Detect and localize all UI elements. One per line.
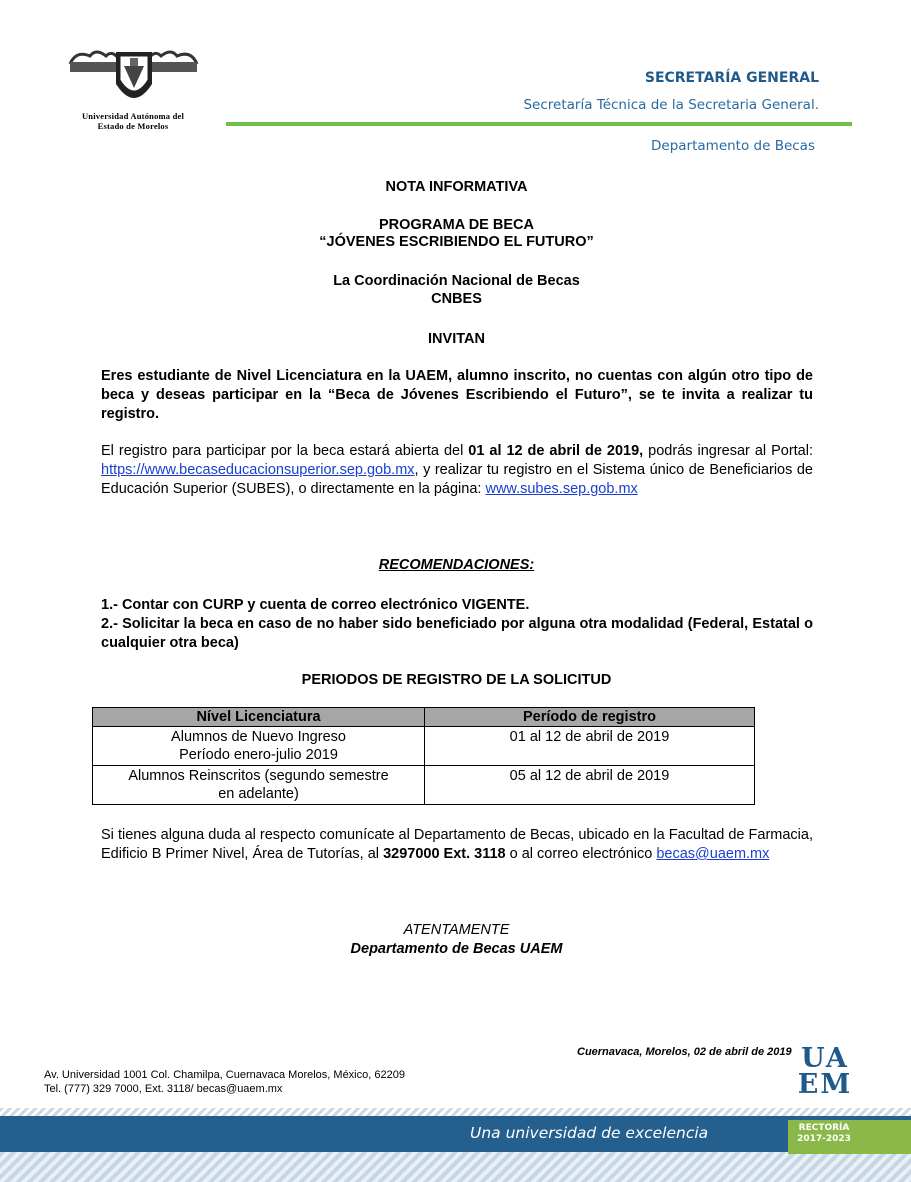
- subes-link[interactable]: www.subes.sep.gob.mx: [485, 481, 638, 497]
- contacto-text2: o al correo electrónico: [505, 846, 657, 862]
- atentamente-label: ATENTAMENTE: [403, 922, 510, 938]
- intro-paragraph: Eres estudiante de Nivel Licenciatura en la UAEM, alumno inscrito, no cuentas con algún otro tipo de beca y deseas participar en la “Beca de Jóvenes Escribiendo el Futuro”, se te invita a realizar tu registro.: [101, 368, 813, 422]
- firma-departamento: Departamento de Becas UAEM: [350, 941, 563, 957]
- table-row: [93, 766, 755, 805]
- nivel-line1: Alumnos de Nuevo Ingreso: [171, 729, 346, 745]
- periodo-cell: 01 al 12 de abril de 2019: [425, 727, 755, 766]
- rectoria-title: RECTORÍA: [798, 1123, 850, 1133]
- cnbes-title: CNBES: [431, 291, 482, 307]
- recomendacion-item-1: 1.- Contar con CURP y cuenta de correo electrónico VIGENTE.: [101, 597, 530, 613]
- address-line2: Tel. (777) 329 7000, Ext. 3118/ becas@uaem.mx: [44, 1083, 283, 1095]
- crest-icon: [66, 46, 201, 112]
- footer-address: [44, 1068, 405, 1096]
- table-row: [93, 727, 755, 766]
- university-name-line1: Universidad Autónoma del: [81, 111, 185, 121]
- university-name-line2: Estado de Morelos: [97, 121, 169, 131]
- recomendacion-item-2: 2.- Solicitar la beca en caso de no haber sido beneficiado por alguna otra modalidad (Federal, Estatal o cualquier otra beca): [101, 616, 813, 651]
- university-name: [58, 111, 208, 131]
- email-link[interactable]: becas@uaem.mx: [656, 846, 770, 862]
- registro-dates: 01 al 12 de abril de 2019,: [468, 443, 644, 459]
- uaem-logo-bottom: EM: [797, 1069, 853, 1100]
- registro-text1: El registro para participar por la beca estará abierta del: [101, 443, 469, 459]
- beca-name-title: “JÓVENES ESCRIBIENDO EL FUTURO”: [319, 234, 594, 250]
- departamento-label: Departamento de Becas: [651, 138, 815, 154]
- rectoria-label: [790, 1123, 858, 1145]
- nivel-cell: [93, 766, 425, 805]
- secretaria-general-heading: SECRETARÍA GENERAL: [644, 70, 819, 86]
- footer-blue-band: [0, 1116, 911, 1152]
- uaem-logo: [794, 1043, 856, 1100]
- programa-title: PROGRAMA DE BECA: [379, 217, 534, 233]
- secretaria-tecnica-subheading: Secretaría Técnica de la Secretaria General.: [523, 97, 819, 113]
- periodos-table: [92, 707, 755, 805]
- invitan-title: INVITAN: [428, 331, 485, 347]
- uaem-logo-top: UA: [801, 1043, 849, 1074]
- slogan-text: Una universidad de excelencia: [470, 1124, 709, 1142]
- nivel-line1: Alumnos Reinscritos (segundo semestre: [128, 768, 389, 784]
- coordinacion-title: La Coordinación Nacional de Becas: [333, 273, 580, 289]
- registro-text2: podrás ingresar al Portal:: [643, 443, 813, 459]
- registro-paragraph: [101, 442, 813, 499]
- column-header-nivel: Nível Licenciatura: [93, 708, 425, 727]
- nivel-line2: Período enero-julio 2019: [179, 747, 338, 763]
- nivel-cell: [93, 727, 425, 766]
- footer-stripe-bottom: [0, 1152, 911, 1182]
- contacto-text1: Si tienes alguna duda al respecto comunícate al Departamento de Becas, ubicado en la Facultad de Farmacia, Edificio B Primer Nivel, Área de Tutorías, al: [101, 827, 813, 862]
- address-line1: Av. Universidad 1001 Col. Chamilpa, Cuernavaca Morelos, México, 62209: [44, 1069, 405, 1081]
- portal-link[interactable]: https://www.becaseducacionsuperior.sep.gob.mx: [101, 462, 415, 478]
- column-header-periodo: Período de registro: [425, 708, 755, 727]
- document-date: Cuernavaca, Morelos, 02 de abril de 2019: [577, 1046, 792, 1058]
- contacto-phone: 3297000 Ext. 3118: [383, 846, 506, 862]
- footer-stripe-top: [0, 1108, 911, 1116]
- nota-informativa-title: NOTA INFORMATIVA: [385, 179, 528, 195]
- contacto-paragraph: [101, 826, 813, 864]
- registro-text3: , y realizar tu registro en el Sistema único de Beneficiarios de Educación Superior (SUBES), o directamente en la página:: [101, 462, 813, 497]
- recomendaciones-title: RECOMENDACIONES:: [378, 557, 535, 573]
- periodos-title: PERIODOS DE REGISTRO DE LA SOLICITUD: [301, 672, 612, 688]
- nivel-line2: en adelante): [218, 786, 299, 802]
- rectoria-years: 2017-2023: [797, 1134, 851, 1144]
- header-divider: [226, 122, 852, 126]
- periodo-cell: 05 al 12 de abril de 2019: [425, 766, 755, 805]
- table-header-row: [93, 708, 755, 727]
